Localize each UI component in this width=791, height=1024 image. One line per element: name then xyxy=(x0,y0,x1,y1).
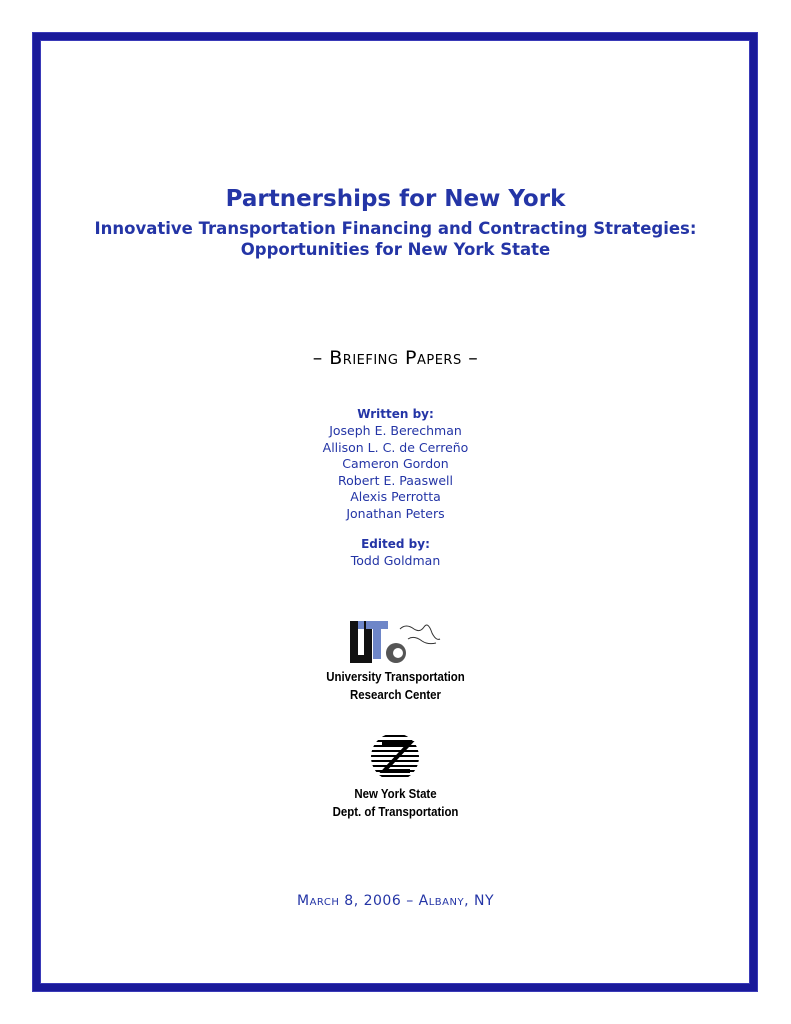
author-name: Jonathan Peters xyxy=(346,505,445,521)
author-name: Robert E. Paaswell xyxy=(338,472,453,488)
author-name: Allison L. C. de Cerreño xyxy=(322,439,469,455)
utrc-logo-icon xyxy=(344,617,444,667)
author-name: Alexis Perrotta xyxy=(350,489,441,505)
briefing-papers-heading: – Briefing Papers – xyxy=(312,347,479,369)
author-name: Joseph E. Berechman xyxy=(329,423,462,438)
written-by-label: Written by: xyxy=(357,407,434,421)
nysdot-line-2: Dept. of Transportation xyxy=(332,804,459,819)
editor-name: Todd Goldman xyxy=(350,553,441,568)
author-list xyxy=(0,423,791,523)
nysdot-logo-icon xyxy=(368,731,422,783)
utrc-line-2: Research Center xyxy=(350,687,441,702)
publication-date: March 8, 2006 – Albany, NY xyxy=(296,893,495,909)
document-subtitle xyxy=(0,218,791,260)
nysdot-line-1: New York State xyxy=(354,786,437,801)
utrc-name xyxy=(47,668,743,704)
author-name: Cameron Gordon xyxy=(342,456,449,472)
subtitle-line-1: Innovative Transportation Financing and Contracting Strategies: xyxy=(94,219,697,238)
subtitle-line-2: Opportunities for New York State xyxy=(240,240,551,259)
edited-by-label: Edited by: xyxy=(361,537,430,551)
nysdot-name xyxy=(47,785,743,821)
utrc-line-1: University Transportation xyxy=(326,669,465,684)
document-title: Partnerships for New York xyxy=(225,186,566,212)
